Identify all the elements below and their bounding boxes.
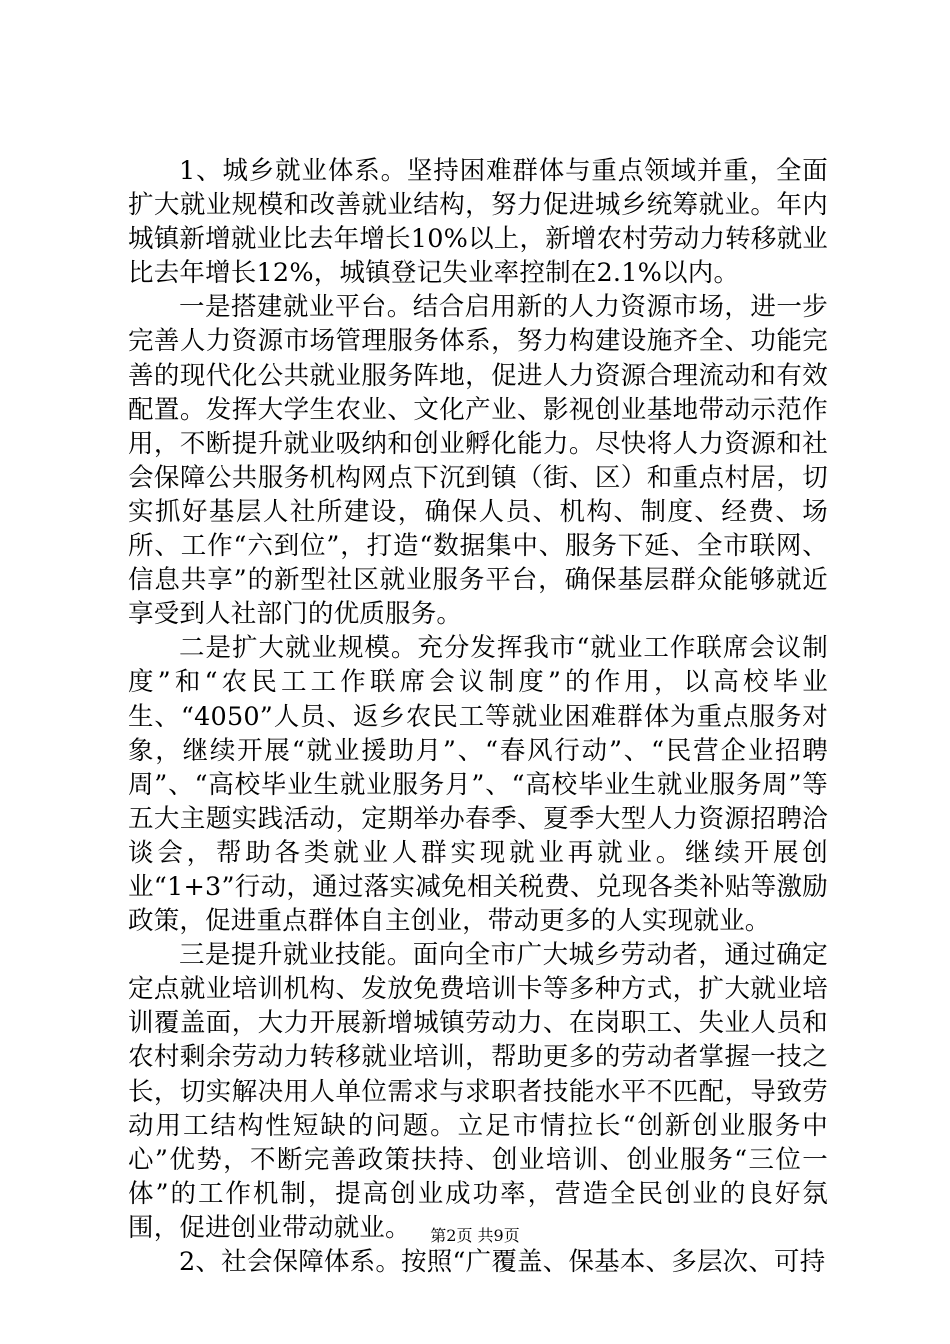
paragraph-employment-scale: 二是扩大就业规模。充分发挥我市“就业工作联席会议制度”和“农民工工作联席会议制度”的作用，以高校毕业生、“4050”人员、返乡农民工等就业困难群体为重点服务对象，继续开展“就业援助月”、“春风行动”、“民营企业招聘周”、“高校毕业生就业服务月”、“高校毕业生就业服务周”等五大主题实践活动，定期举办春季、夏季大型人力资源招聘洽谈会，帮助各类就业人群实现就业再就业。继续开展创业“1+3”行动，通过落实减免相关税费、兑现各类补贴等激励政策，促进重点群体自主创业，带动更多的人实现就业。 [128,633,828,937]
paragraph-employment-system: 1、城乡就业体系。坚持困难群体与重点领域并重，全面扩大就业规模和改善就业结构，努力促进城乡统筹就业。年内城镇新增就业比去年增长10%以上，新增农村劳动力转移就业比去年增长12%，城镇登记失业率控制在2.1%以内。 [128,156,828,289]
page-number-label: 第2页 共9页 [430,1226,520,1245]
document-body [128,154,828,1279]
paragraph-social-security: 2、社会保障体系。按照“广覆盖、保基本、多层次、可持 [179,1247,826,1277]
paragraph-employment-skills: 三是提升就业技能。面向全市广大城乡劳动者，通过确定定点就业培训机构、发放免费培训卡等多种方式，扩大就业培训覆盖面，大力开展新增城镇劳动力、在岗职工、失业人员和农村剩余劳动力转移就业培训，帮助更多的劳动者掌握一技之长，切实解决用人单位需求与求职者技能水平不匹配，导致劳动用工结构性短缺的问题。立足市情拉长“创新创业服务中心”优势，不断完善政策扶持、创业培训、创业服务“三位一体”的工作机制，提高创业成功率，营造全民创业的良好氛围，促进创业带动就业。 [128,940,828,1243]
paragraph-employment-platform: 一是搭建就业平台。结合启用新的人力资源市场，进一步完善人力资源市场管理服务体系，努力构建设施齐全、功能完善的现代化公共就业服务阵地，促进人力资源合理流动和有效配置。发挥大学生农业、文化产业、影视创业基地带动示范作用，不断提升就业吸纳和创业孵化能力。尽快将人力资源和社会保障公共服务机构网点下沉到镇（街、区）和重点村居，切实抓好基层人社所建设，确保人员、机构、制度、经费、场所、工作“六到位”，打造“数据集中、服务下延、全市联网、信息共享”的新型社区就业服务平台，确保基层群众能够就近享受到人社部门的优质服务。 [128,292,828,630]
page-footer [0,1226,950,1246]
